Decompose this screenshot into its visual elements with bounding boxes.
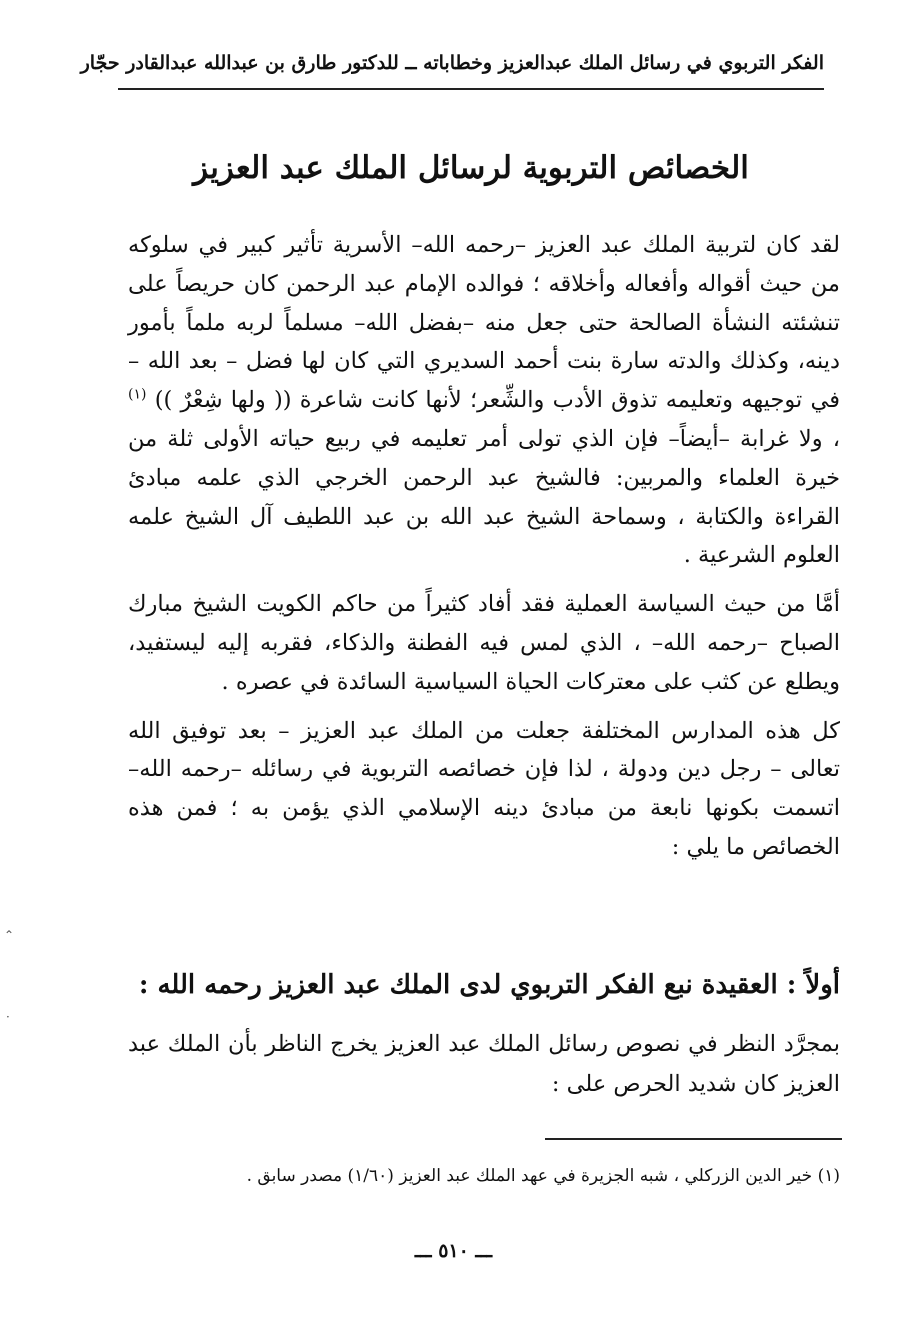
- margin-mark: ⌃: [4, 928, 15, 942]
- page-number: ـــ ٥١٠ ـــ: [414, 1240, 493, 1262]
- running-header: الفكر التربوي في رسائل الملك عبدالعزيز وخطاباته ــ للدكتور طارق بن عبدالله عبدالقادر حجّار: [80, 52, 824, 74]
- section-paragraph: بمجرَّد النظر في نصوص رسائل الملك عبد العزيز يخرج الناظر بأن الملك عبد العزيز كان شديد الحرص على :: [128, 1031, 840, 1097]
- section-heading: أولاً : العقيدة نبع الفكر التربوي لدى الملك عبد العزيز رحمه الله :: [138, 970, 840, 1000]
- section-body: [128, 1024, 840, 1104]
- paragraph-1: [128, 226, 840, 575]
- footnote-divider: [545, 1138, 842, 1140]
- page-title: الخصائص التربوية لرسائل الملك عبد العزيز: [193, 150, 749, 186]
- header-divider: [118, 88, 824, 90]
- paragraph-3: كل هذه المدارس المختلفة جعلت من الملك عبد العزيز – بعد توفيق الله تعالى – رجل دين ودولة ، لذا فإن خصائصه التربوية في رسائله –رحمه الله– اتسمت بكونها نابعة من مبادئ دينه الإسلامي الذي يؤمن به ؛ فمن هذه الخصائص ما يلي :: [128, 717, 840, 860]
- paragraph-1-text: لقد كان لتربية الملك عبد العزيز –رحمه الله– الأسرية تأثير كبير في سلوكه من حيث أقواله وأفعاله وأخلاقه ؛ فوالده الإمام عبد الرحمن كان حريصاً على تنشئته النشأة الصالحة حتى جعل منه –بفضل الله– مسلماً لربه ملماً بأمور دينه، وكذلك والدته سارة بنت أحمد السديري التي كان لها فضل – بعد الله – في توجيهه وتعليمه تذوق الأدب والشِّعر؛ لأنها كانت شاعرة (( ولها شِعْرٌ )): [128, 232, 840, 414]
- footnote-reference[interactable]: (١): [128, 386, 147, 403]
- main-body: [128, 226, 840, 867]
- footnote: (١) خير الدين الزركلي ، شبه الجزيرة في عهد الملك عبد العزيز (١/٦٠) مصدر سابق .: [246, 1166, 840, 1186]
- margin-mark: ·: [6, 1010, 10, 1024]
- paragraph-1-continuation: ، ولا غرابة –أيضاً– فإن الذي تولى أمر تعليمه في ربيع حياته الأولى ثلة من خيرة العلماء والمربين: فالشيخ عبد الرحمن الخرجي الذي علمه مبادئ القراءة والكتابة ، وسماحة الشيخ عبد الله بن عبد اللطيف آل الشيخ علمه العلوم الشرعية .: [128, 425, 840, 569]
- paragraph-2: أمَّا من حيث السياسة العملية فقد أفاد كثيراً من حاكم الكويت الشيخ مبارك الصباح –رحمه الله– ، الذي لمس فيه الفطنة والذكاء، فقربه إليه ليستفيد، ويطلع عن كثب على معتركات الحياة السياسية السائدة في عصره .: [128, 591, 840, 695]
